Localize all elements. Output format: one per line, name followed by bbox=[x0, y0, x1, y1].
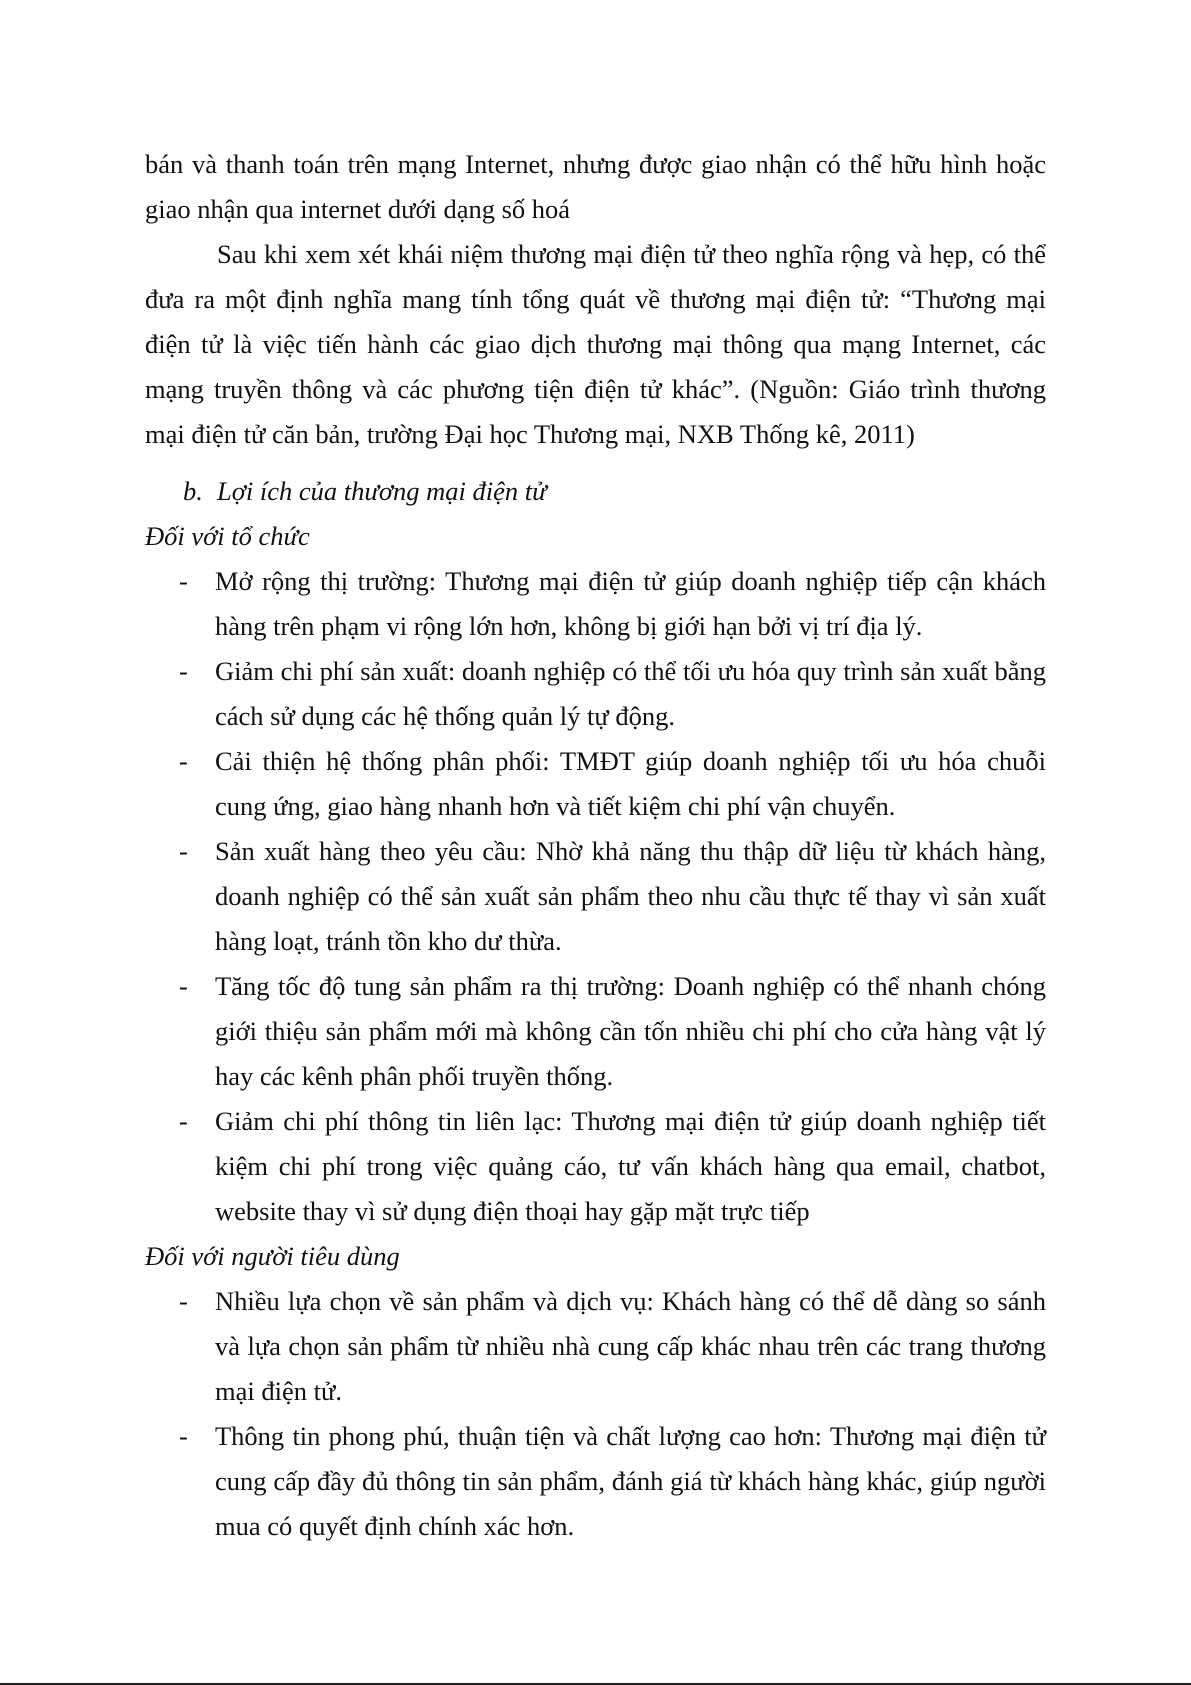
document-page bbox=[145, 142, 1046, 1549]
section-heading-b bbox=[145, 469, 1046, 514]
list-item bbox=[179, 559, 1046, 649]
dash-marker: - bbox=[179, 1106, 188, 1136]
organizations-list bbox=[145, 559, 1046, 1234]
list-item bbox=[179, 649, 1046, 739]
dash-marker: - bbox=[179, 1421, 188, 1451]
dash-marker: - bbox=[179, 1286, 188, 1316]
list-item bbox=[179, 1414, 1046, 1549]
list-item-text: Giảm chi phí thông tin liên lạc: Thương mại điện tử giúp doanh nghiệp tiết kiệm chi phí trong việc quảng cáo, tư vấn khách hàng qua email, chatbot, website thay vì sử dụng điện thoại hay gặp mặt trực tiếp bbox=[215, 1106, 1046, 1226]
consumers-heading: Đối với người tiêu dùng bbox=[145, 1241, 400, 1271]
list-item bbox=[179, 739, 1046, 829]
dash-marker: - bbox=[179, 656, 188, 686]
intro-paragraph: bán và thanh toán trên mạng Internet, nhưng được giao nhận có thể hữu hình hoặc giao nhận qua internet dưới dạng số hoá bbox=[145, 149, 1046, 224]
section-number: b. bbox=[183, 476, 203, 506]
dash-marker: - bbox=[179, 566, 188, 596]
list-item-text: Mở rộng thị trường: Thương mại điện tử giúp doanh nghiệp tiếp cận khách hàng trên phạm vi rộng lớn hơn, không bị giới hạn bởi vị trí địa lý. bbox=[215, 566, 1046, 641]
dash-marker: - bbox=[179, 836, 188, 866]
list-item bbox=[179, 1279, 1046, 1414]
list-item bbox=[179, 829, 1046, 964]
dash-marker: - bbox=[179, 746, 188, 776]
list-item-text: Cải thiện hệ thống phân phối: TMĐT giúp doanh nghiệp tối ưu hóa chuỗi cung ứng, giao hàng nhanh hơn và tiết kiệm chi phí vận chuyển. bbox=[215, 746, 1046, 821]
dash-marker: - bbox=[179, 971, 188, 1001]
list-item bbox=[179, 964, 1046, 1099]
definition-paragraph: Sau khi xem xét khái niệm thương mại điện tử theo nghĩa rộng và hẹp, có thể đưa ra một định nghĩa mang tính tổng quát về thương mại điện tử: “Thương mại điện tử là việc tiến hành các giao dịch thương mại thông qua mạng Internet, các mạng truyền thông và các phương tiện điện tử khác”. (Nguồn: Giáo trình thương mại điện tử căn bản, trường Đại học Thương mại, NXB Thống kê, 2011) bbox=[145, 239, 1046, 449]
list-item-text: Nhiều lựa chọn về sản phẩm và dịch vụ: Khách hàng có thể dễ dàng so sánh và lựa chọn sản phẩm từ nhiều nhà cung cấp khác nhau trên các trang thương mại điện tử. bbox=[215, 1286, 1046, 1406]
consumers-list bbox=[145, 1279, 1046, 1549]
organizations-heading: Đối với tổ chức bbox=[145, 521, 310, 551]
list-item-text: Giảm chi phí sản xuất: doanh nghiệp có thể tối ưu hóa quy trình sản xuất bằng cách sử dụng các hệ thống quản lý tự động. bbox=[215, 656, 1046, 731]
section-title: Lợi ích của thương mại điện tử bbox=[217, 476, 547, 506]
list-item-text: Tăng tốc độ tung sản phẩm ra thị trường: Doanh nghiệp có thể nhanh chóng giới thiệu sản phẩm mới mà không cần tốn nhiều chi phí cho cửa hàng vật lý hay các kênh phân phối truyền thống. bbox=[215, 971, 1046, 1091]
list-item-text: Sản xuất hàng theo yêu cầu: Nhờ khả năng thu thập dữ liệu từ khách hàng, doanh nghiệp có thể sản xuất sản phẩm theo nhu cầu thực tế thay vì sản xuất hàng loạt, tránh tồn kho dư thừa. bbox=[215, 836, 1046, 956]
list-item bbox=[179, 1099, 1046, 1234]
list-item-text: Thông tin phong phú, thuận tiện và chất lượng cao hơn: Thương mại điện tử cung cấp đầy đủ thông tin sản phẩm, đánh giá từ khách hàng khác, giúp người mua có quyết định chính xác hơn. bbox=[215, 1421, 1046, 1541]
